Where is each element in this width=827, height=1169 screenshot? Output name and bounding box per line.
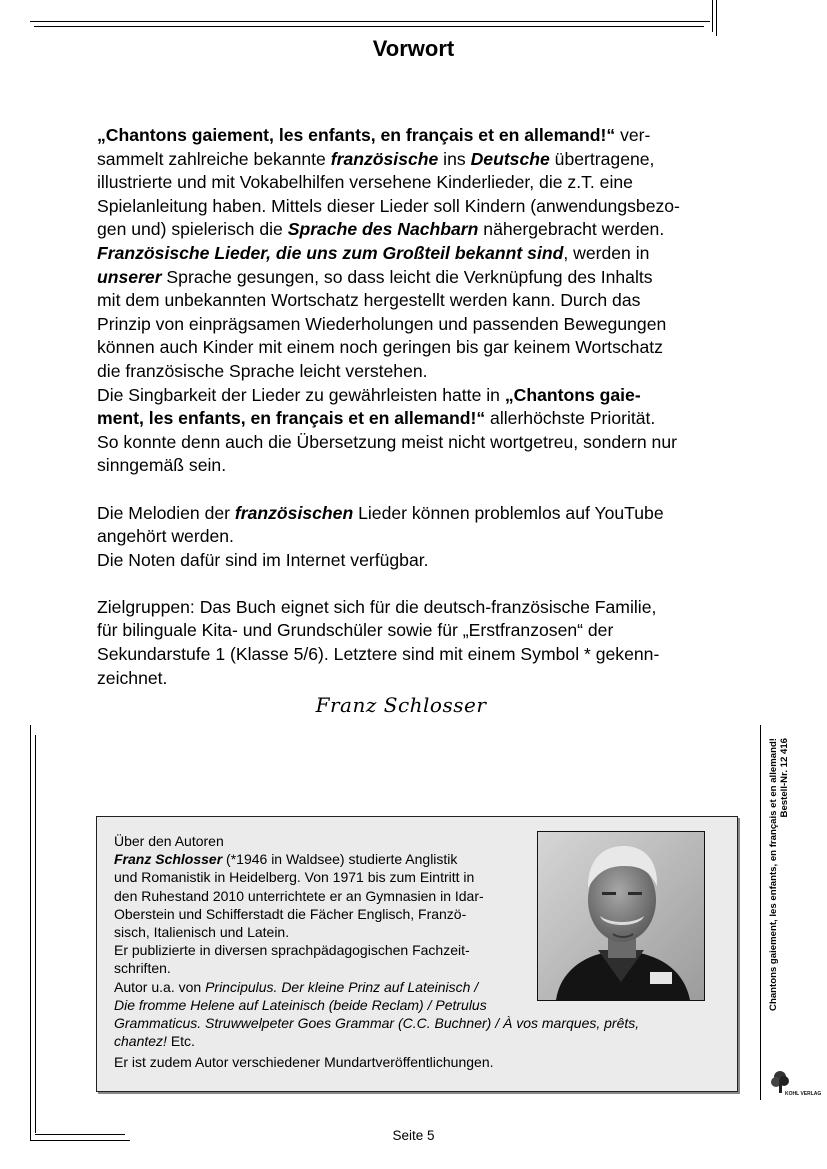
text-line [97,572,747,596]
publisher-name: KOHL VERLAG [785,1091,822,1097]
text-run: gen und) spielerisch die [97,219,288,240]
text-run: Prinzip von einprägsamen Wiederholungen und passenden Bewegungen [97,313,667,334]
text-run: angehört werden. [97,526,234,547]
text-line [97,478,747,502]
text-run: Spielanleitung haben. Mittels dieser Lieder soll Kindern (anwendungsbezo- [97,195,680,216]
text-run: französische [330,148,439,169]
page-number: Seite 5 [392,1128,435,1143]
text-run: können auch Kinder mit einem noch geringen bis gar keinem Wortschatz [97,337,663,358]
text-run: für bilinguale Kita- und Grundschüler sowie für „Erstfranzosen“ der [97,620,614,641]
text-run: und Romanistik in Heidelberg. Von 1971 bis zum Eintritt in [114,869,475,886]
text-run: Grammaticus. Struwwelpeter Goes Grammar (C.C. Buchner) / À vos marques, prêts, [114,1015,640,1032]
text-run: Deutsche [470,148,550,169]
text-line [97,407,747,431]
text-run: Die Singbarkeit der Lieder zu gewährleisten hatte in [97,384,505,405]
text-run: illustrierte und mit Vokabelhilfen versehene Kinderlieder, die z.T. eine [97,172,633,193]
text-run: nähergebracht werden. [478,219,665,240]
side-caption [768,738,802,1068]
text-run: Principulus. Der kleine Prinz auf Lateinisch / [205,978,479,995]
text-run: sammelt zahlreiche bekannte [97,148,331,169]
text-run: , werden in [563,242,650,263]
text-line [97,643,747,667]
text-line [97,195,747,219]
page-title: Vorwort [372,36,455,61]
text-run: sinngemäß sein. [97,455,227,476]
text-line [97,360,747,384]
frame-top-line-inner [34,26,704,27]
text-run: mit dem unbekannten Wortschatz hergestellt werden kann. Durch das [97,290,641,311]
text-line [97,596,747,620]
frame-right-line-inner [712,0,713,32]
tree-icon [770,1068,822,1098]
text-line [97,525,747,549]
frame-bottom-left-vertical [30,725,31,1140]
foreword-text [97,124,747,690]
text-line [97,667,747,691]
text-line [97,431,747,455]
bio-heading: Über den Autoren [114,833,224,849]
text-run: die französische Sprache leicht verstehen. [97,360,428,381]
text-line [97,124,747,148]
author-signature: Franz Schlosser [315,693,487,717]
text-run: unserer [97,266,162,287]
text-run: Oberstein und Schifferstadt die Fächer Englisch, Franzö- [114,905,467,922]
text-run: ins [438,148,471,169]
side-strip [768,738,802,1068]
text-run: übertragene, [549,148,655,169]
text-run: Zielgruppen: Das Buch eignet sich für die deutsch-französische Familie, [97,596,657,617]
frame-top-line [30,21,710,22]
text-run: Sprache des Nachbarn [287,219,479,240]
text-run: Die Noten dafür sind im Internet verfügbar. [97,549,429,570]
text-run: ment, les enfants, en français et en allemand!“ [97,408,486,429]
text-line [97,289,747,313]
text-line [97,502,747,526]
text-run: Die fromme Helene auf Lateinisch (beide Reclam) / Petrulus [114,996,487,1013]
text-run: Französische Lieder, die uns zum Großteil bekannt sind [97,242,564,263]
side-book-title: Chantons gaiement, les enfants, en français et en allemand! [768,738,779,1011]
text-run: allerhöchste Priorität. [485,408,656,429]
text-line [97,313,747,337]
text-run: Die Melodien der [97,502,235,523]
frame-right-line [716,0,717,36]
text-run: „Chantons gaie- [504,384,641,405]
publisher-logo [770,1068,822,1098]
author-photo [537,831,705,1001]
text-line [97,619,747,643]
text-run: „Chantons gaiement, les enfants, en français et en allemand!“ [97,125,616,145]
text-run: chantez! [114,1033,167,1050]
text-run: schriften. [114,960,171,977]
text-run: den Ruhestand 2010 unterrichtete er an Gymnasien in Idar- [114,887,484,904]
text-run: Er publizierte in diversen sprachpädagogischen Fachzeit- [114,942,470,959]
text-run: Lieder können problemlos auf YouTube [353,502,664,523]
text-run: Sekundarstufe 1 (Klasse 5/6). Letztere sind mit einem Symbol * gekenn- [97,644,660,665]
text-line [97,218,747,242]
text-run: So konnte denn auch die Übersetzung meist nicht wortgetreu, sondern nur [97,431,677,452]
text-run: Sprache gesungen, so dass leicht die Verknüpfung des Inhalts [161,266,653,287]
frame-bottom-left-vertical-inner [35,735,36,1133]
author-portrait-image [538,832,704,1000]
text-line [97,148,747,172]
author-bio-box [96,816,738,1092]
text-run: Franz Schlosser [114,851,223,868]
text-line [97,171,747,195]
frame-right-vertical-lower [760,725,761,1100]
text-line [114,1014,734,1032]
text-run: zeichnet. [97,667,168,688]
text-run: (*1946 in Waldsee) studierte Anglistik [222,851,458,868]
text-run: Autor u.a. von [114,978,206,995]
text-line [97,549,747,573]
bio-closing: Er ist zudem Autor verschiedener Mundartveröffentlichungen. [114,1054,494,1071]
text-line [97,336,747,360]
text-line [97,266,747,290]
text-line [97,242,747,266]
text-line [97,454,747,478]
text-run: Etc. [166,1033,195,1050]
text-line [114,1032,734,1050]
text-run: ver- [615,125,651,145]
side-order-number: Bestell-Nr. 12 416 [779,738,790,818]
text-line [97,384,747,408]
text-run: französischen [234,502,354,523]
text-run: sisch, Italienisch und Latein. [114,924,290,941]
